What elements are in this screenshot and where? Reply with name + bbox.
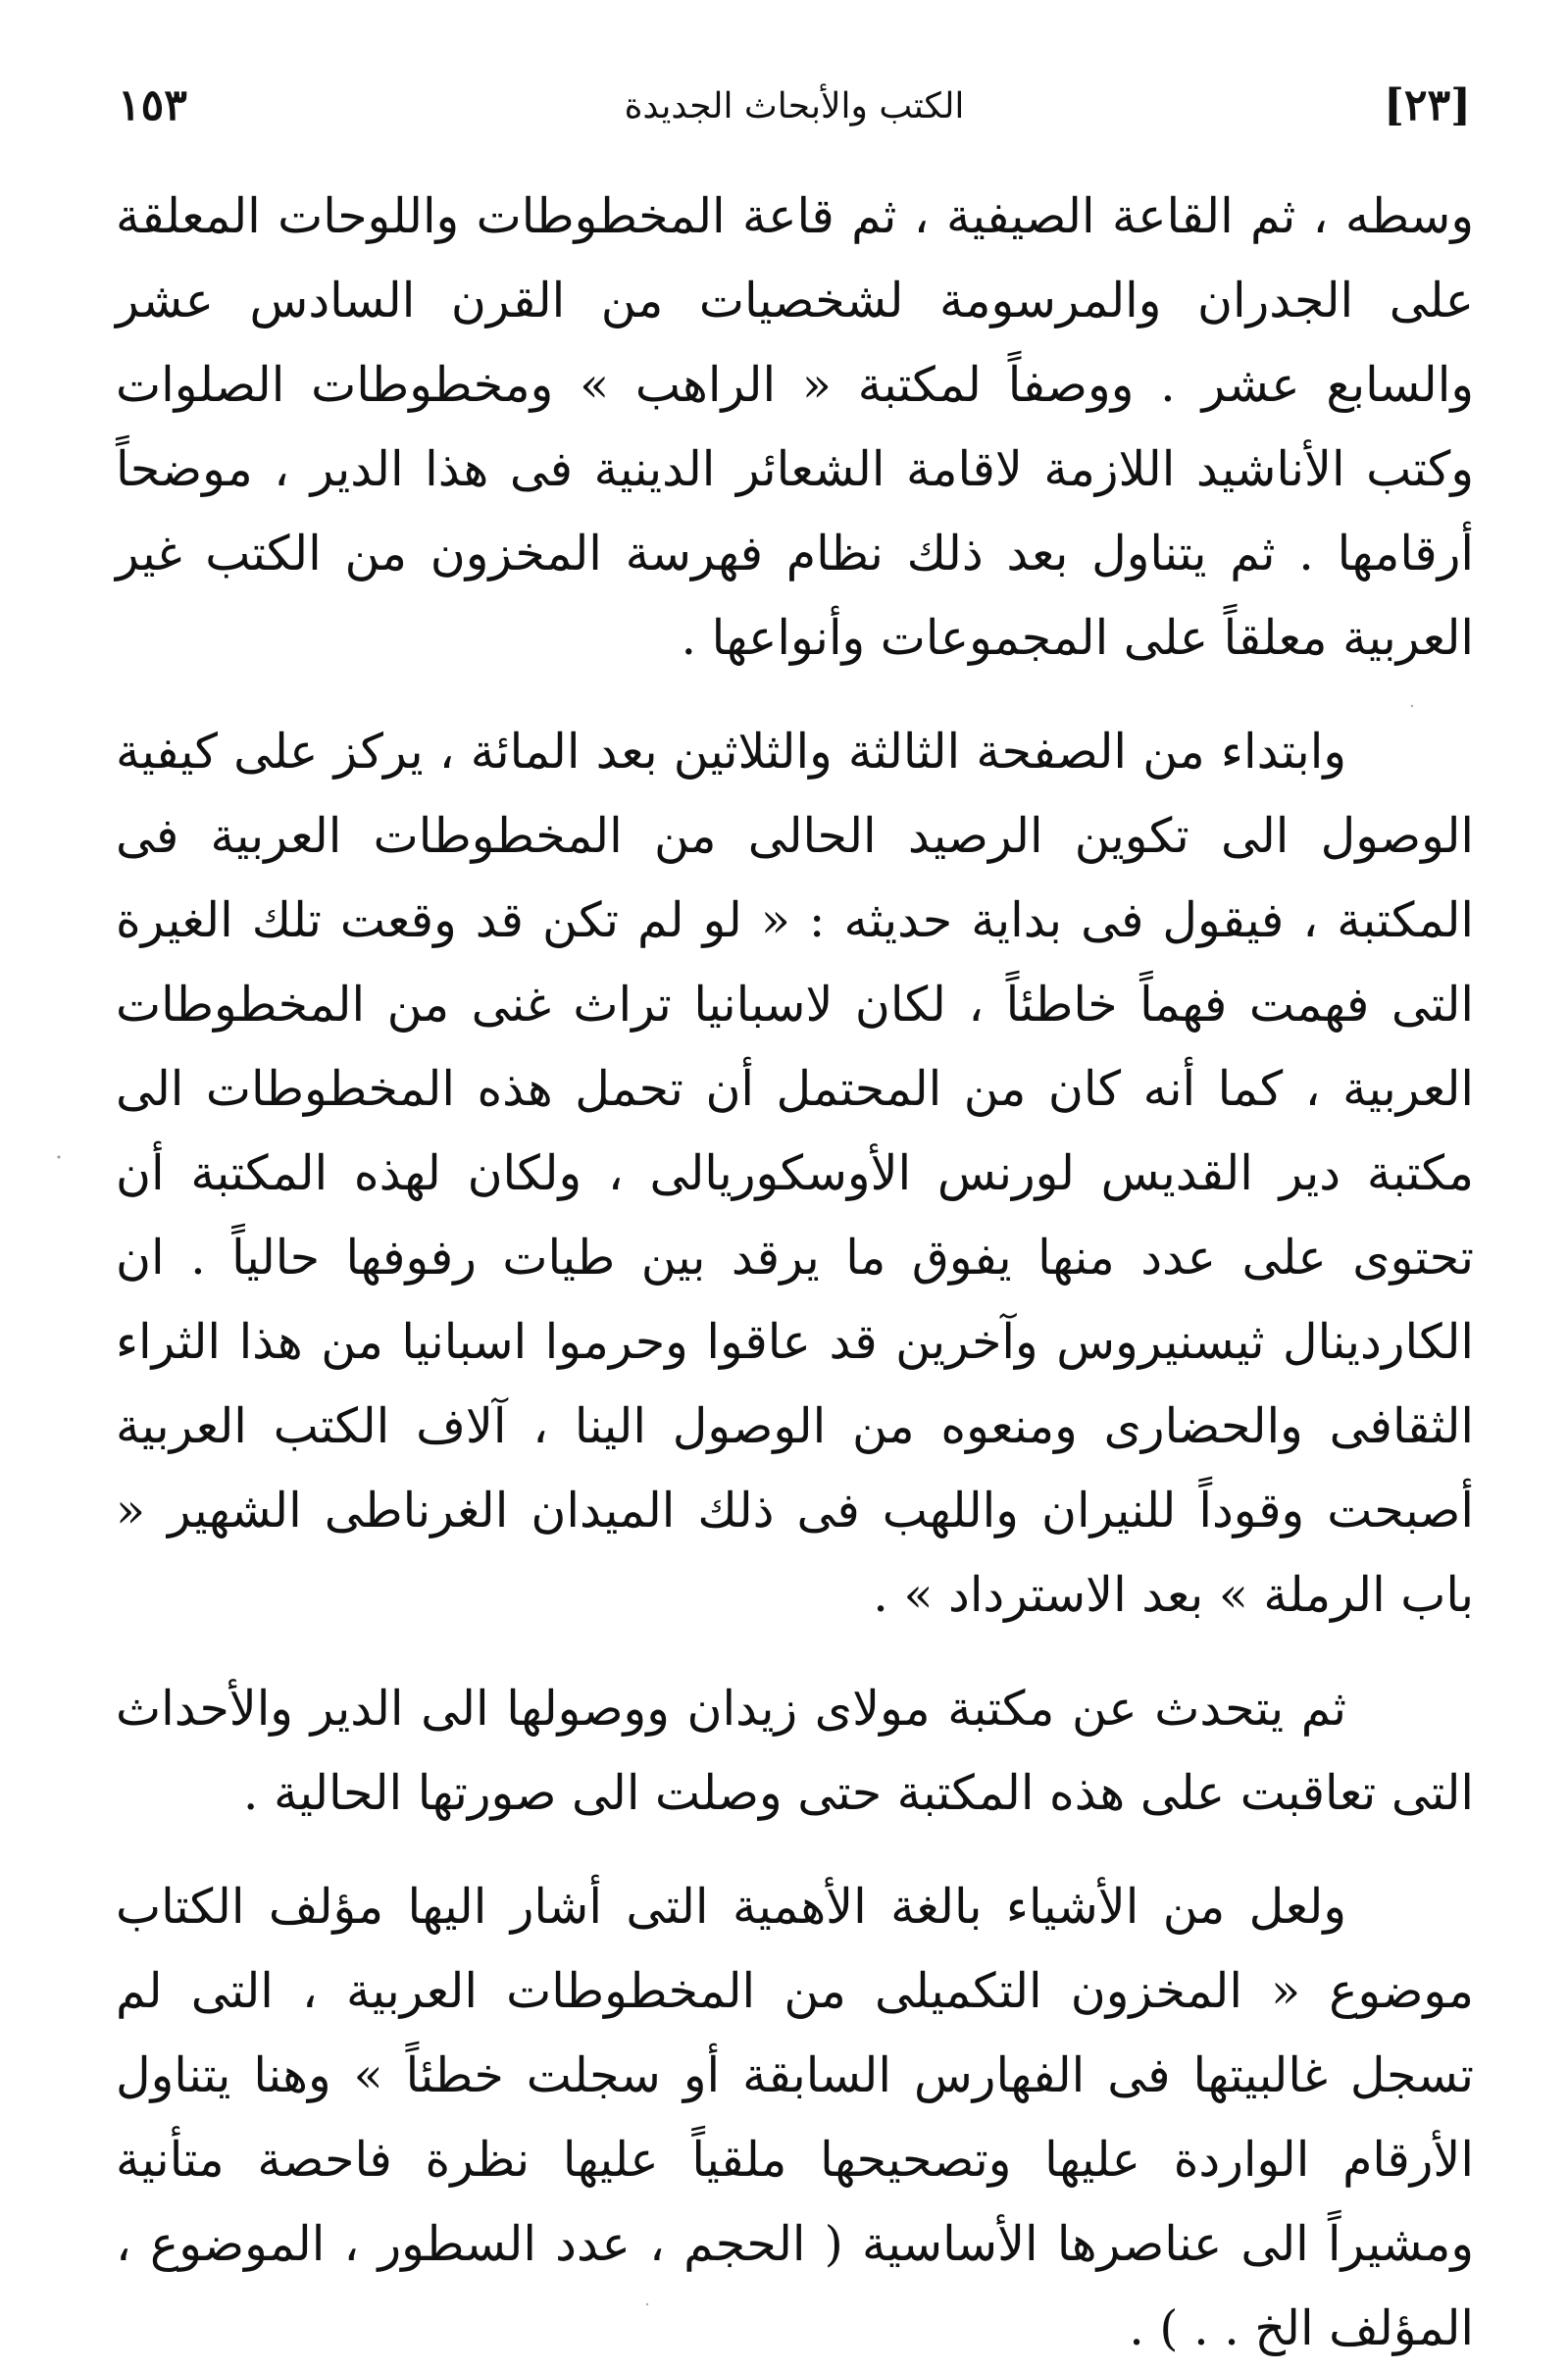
page-number: ١٥٣ xyxy=(118,80,187,130)
running-title: الكتب والأبحاث الجديدة xyxy=(624,86,965,126)
speck xyxy=(58,1156,61,1159)
paragraph-2: وابتداء من الصفحة الثالثة والثلاثين بعد المائة ، يركز على كيفية الوصول الى تكوين الرصيد الحالى من المخطوطات العربية فى المكتبة ، فيقول فى بداية حديثه : « لو لم تكن قد وقعت تلك الغيرة التى فهمت فهماً خاطئاً ، لكان لاسبانيا تراث غنى من المخطوطات العربية ، كما أنه كان من المحتمل أن تحمل هذه المخطوطات الى مكتبة دير القديس لورنس الأوسكوريالى ، ولكان لهذه المكتبة أن تحتوى على عدد منها يفوق ما يرقد بين طيات رفوفها حالياً . ان الكاردينال ثيسنيروس وآخرين قد عاقوا وحرموا اسبانيا من هذا الثراء الثقافى والحضارى ومنعوه من الوصول الينا ، آلاف الكتب العربية أصبحت وقوداً للنيران واللهب فى ذلك الميدان الغرناطى الشهير « باب الرملة » بعد الاسترداد » . xyxy=(116,724,1475,1623)
running-header xyxy=(118,80,1471,149)
paragraph-3: ثم يتحدث عن مكتبة مولاى زيدان ووصولها الى الدير والأحداث التى تعاقبت على هذه المكتبة حتى وصلت الى صورتها الحالية . xyxy=(116,1681,1474,1821)
paragraph-1: وسطه ، ثم القاعة الصيفية ، ثم قاعة المخطوطات واللوحات المعلقة على الجدران والمرسومة لشخصيات من القرن السادس عشر والسابع عشر . ووصفاً لمكتبة « الراهب » ومخطوطات الصلوات وكتب الأناشيد اللازمة لاقامة الشعائر الدينية فى هذا الدير ، موضحاً أرقامها . ثم يتناول بعد ذلك نظام فهرسة المخزون من الكتب غير العربية معلقاً على المجموعات وأنواعها . xyxy=(116,188,1474,666)
section-number: [٢٣] xyxy=(1384,80,1471,130)
body-text xyxy=(116,175,1474,2371)
paragraph-4: ولعل من الأشياء بالغة الأهمية التى أشار اليها مؤلف الكتاب موضوع « المخزون التكميلى من المخطوطات العربية ، التى لم تسجل غالبيتها فى الفهارس السابقة أو سجلت خطئاً » وهنا يتناول الأرقام الواردة عليها وتصحيحها ملقياً عليها نظرة فاحصة متأنية ومشيراً الى عناصرها الأساسية ( الحجم ، عدد السطور ، الموضوع ، المؤلف الخ . . ) . xyxy=(116,1879,1474,2356)
